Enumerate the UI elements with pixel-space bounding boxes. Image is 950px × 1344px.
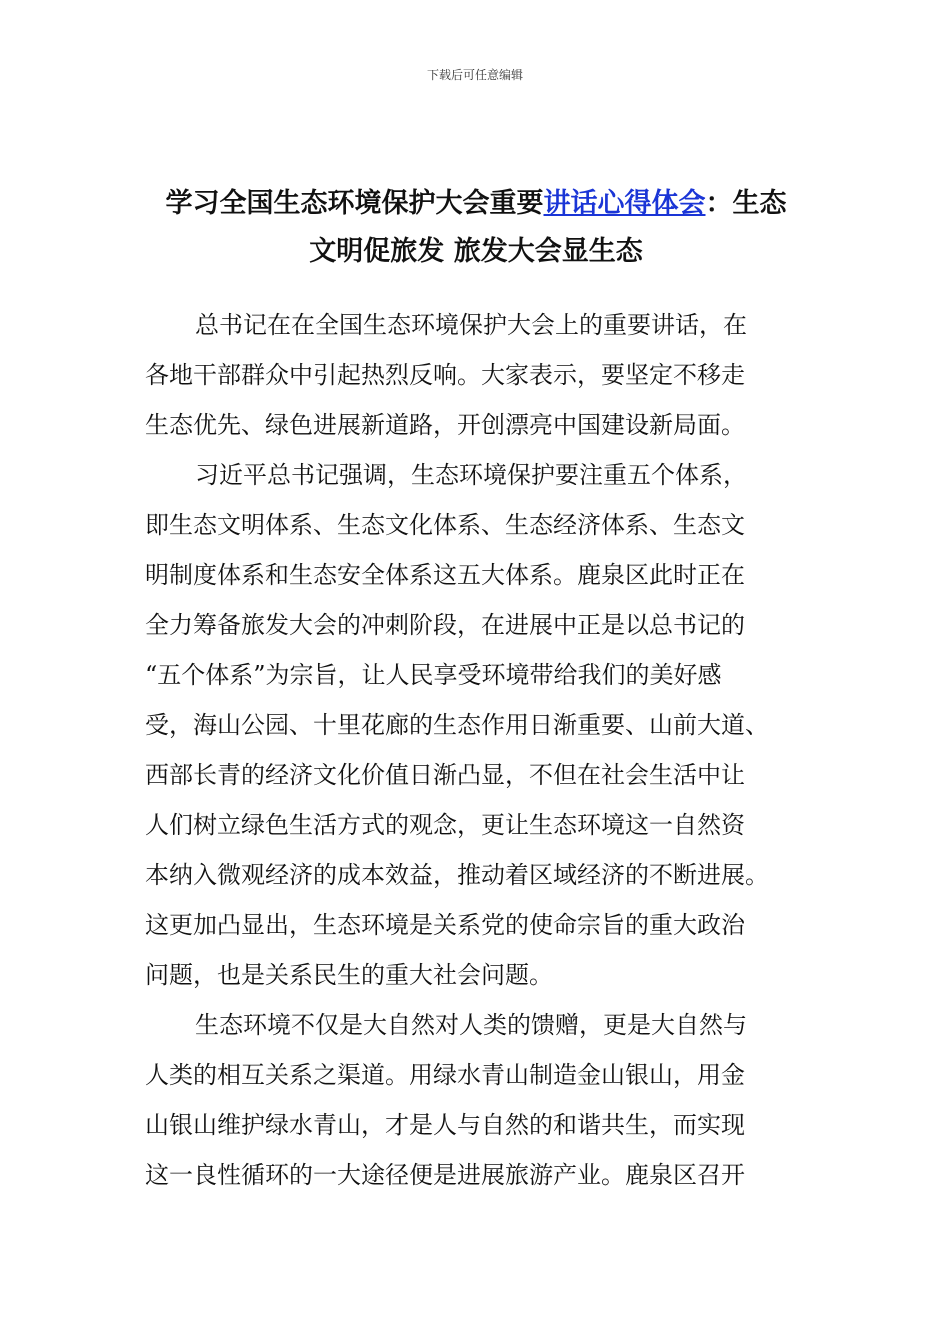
document-body — [145, 300, 805, 1200]
paragraph-line: 受，海山公园、十里花廊的生态作用日渐重要、山前大道、 — [145, 711, 769, 739]
paragraph-line: 全力筹备旅发大会的冲刺阶段，在进展中正是以总书记的 — [145, 611, 745, 639]
paragraph-line: 问题，也是关系民生的重大社会问题。 — [145, 961, 553, 989]
paragraph-line: 人类的相互关系之渠道。用绿水青山制造金山银山，用金 — [145, 1061, 745, 1089]
paragraph-line: 总书记在在全国生态环境保护大会上的重要讲话，在 — [195, 311, 747, 339]
title-suffix: ：生态 — [705, 188, 787, 219]
paragraph-line: 本纳入微观经济的成本效益，推动着区域经济的不断进展。 — [145, 861, 769, 889]
title-link[interactable]: 讲话心得体会 — [543, 188, 706, 219]
title-prefix: 学习全国生态环境保护大会重要 — [165, 188, 544, 219]
paragraph-line: 人们树立绿色生活方式的观念，更让生态环境这一自然资 — [145, 811, 745, 839]
paragraph-line: 各地干部群众中引起热烈反响。大家表示，要坚定不移走 — [145, 361, 745, 389]
paragraph-line: 即生态文明体系、生态文化体系、生态经济体系、生态文 — [145, 511, 745, 539]
paragraph-line: 习近平总书记强调，生态环境保护要注重五个体系， — [195, 461, 747, 489]
paragraph-line: 明制度体系和生态安全体系这五大体系。鹿泉区此时正在 — [145, 561, 745, 589]
document-title — [145, 180, 807, 276]
paragraph-line: 这一良性循环的一大途径便是进展旅游产业。鹿泉区召开 — [145, 1161, 745, 1189]
title-line-1 — [145, 180, 807, 228]
paragraph-line: “五个体系”为宗旨，让人民享受环境带给我们的美好感 — [145, 661, 722, 689]
title-line-2: 文明促旅发 旅发大会显生态 — [309, 236, 643, 267]
header-note: 下载后可任意编辑 — [426, 68, 523, 82]
paragraph-line: 西部长青的经济文化价值日渐凸显，不但在社会生活中让 — [145, 761, 745, 789]
paragraph-line: 山银山维护绿水青山，才是人与自然的和谐共生，而实现 — [145, 1111, 745, 1139]
paragraph-line: 生态环境不仅是大自然对人类的馈赠，更是大自然与 — [195, 1011, 747, 1039]
paragraph-line: 这更加凸显出，生态环境是关系党的使命宗旨的重大政治 — [145, 911, 745, 939]
paragraph-line: 生态优先、绿色进展新道路，开创漂亮中国建设新局面。 — [145, 411, 745, 439]
